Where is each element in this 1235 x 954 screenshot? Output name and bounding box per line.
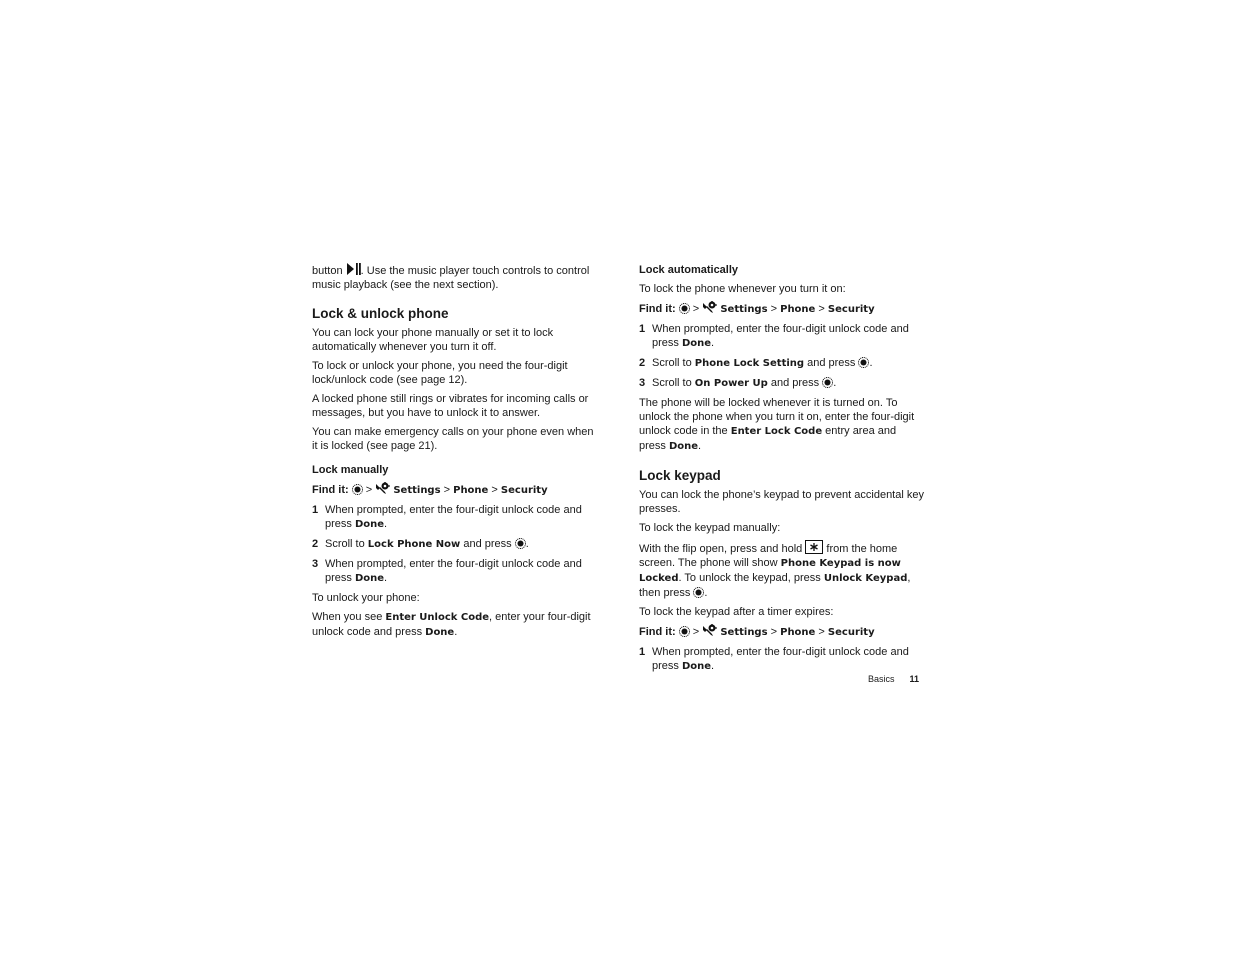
nav-key-icon xyxy=(679,303,690,314)
nav-key-icon xyxy=(822,377,833,388)
list-item: 2 Scroll to Phone Lock Setting and press . xyxy=(639,357,873,369)
list-item: 1 When prompted, enter the four-digit unlock code and press Done. xyxy=(639,323,909,349)
heading-lock-automatically: Lock automatically xyxy=(639,264,739,276)
nav-key-icon xyxy=(858,357,869,368)
heading-lock-keypad: Lock keypad xyxy=(639,468,721,483)
paragraph: To lock the keypad manually: xyxy=(639,522,781,534)
paragraph: You can lock the phone’s keypad to prevent accidental key presses. xyxy=(639,489,924,515)
list-item: 3 When prompted, enter the four-digit unlock code and press Done. xyxy=(312,558,582,584)
star-key-icon xyxy=(805,540,823,554)
paragraph: You can make emergency calls on your phone even when it is locked (see page 21). xyxy=(312,426,594,452)
paragraph: To lock or unlock your phone, you need the four-digit lock/unlock code (see page 12). xyxy=(312,360,568,386)
play-pause-icon xyxy=(346,263,361,275)
paragraph: To unlock your phone: xyxy=(312,592,420,604)
nav-key-icon xyxy=(679,626,690,637)
page-number: 11 xyxy=(909,674,920,684)
paragraph: You can lock your phone manually or set it to lock automatically whenever you turn it off. xyxy=(312,327,554,353)
nav-key-icon xyxy=(352,484,363,495)
settings-icon xyxy=(702,624,717,637)
paragraph: The phone will be locked whenever it is turned on. To unlock the phone when you turn it on, enter the four-digit unlock code in the Enter Lock Code entry area and press Done. xyxy=(639,397,915,452)
intro-paragraph: button . Use the music player touch controls to control music playback (see the next section). xyxy=(312,265,590,291)
nav-key-icon xyxy=(693,587,704,598)
section-name: Basics xyxy=(868,674,895,684)
find-it-path: Find it: > Settings > Phone > Security xyxy=(639,303,875,315)
right-column xyxy=(639,263,924,679)
page-footer xyxy=(868,673,919,685)
find-it-path: Find it: > Settings > Phone > Security xyxy=(312,484,548,496)
list-item: 3 Scroll to On Power Up and press . xyxy=(639,377,837,389)
list-item: 1 When prompted, enter the four-digit unlock code and press Done. xyxy=(312,504,582,530)
find-it-path: Find it: > Settings > Phone > Security xyxy=(639,626,875,638)
left-column xyxy=(312,263,597,645)
paragraph: To lock the keypad after a timer expires: xyxy=(639,606,834,618)
nav-key-icon xyxy=(515,538,526,549)
paragraph: To lock the phone whenever you turn it on: xyxy=(639,283,846,295)
list-item: 2 Scroll to Lock Phone Now and press . xyxy=(312,538,529,550)
paragraph: When you see Enter Unlock Code, enter your four-digit unlock code and press Done. xyxy=(312,611,591,638)
heading-lock-manually: Lock manually xyxy=(312,464,389,476)
heading-lock-unlock: Lock & unlock phone xyxy=(312,306,449,321)
paragraph: A locked phone still rings or vibrates for incoming calls or messages, but you have to unlock it to answer. xyxy=(312,393,589,419)
paragraph: With the flip open, press and hold from the home screen. The phone will show Phone Keypad is now Locked. To unlock the keypad, press Unlock Keypad, then press . xyxy=(639,540,924,600)
list-item: 1 When prompted, enter the four-digit unlock code and press Done. xyxy=(639,646,909,672)
settings-icon xyxy=(375,482,390,495)
settings-icon xyxy=(702,301,717,314)
